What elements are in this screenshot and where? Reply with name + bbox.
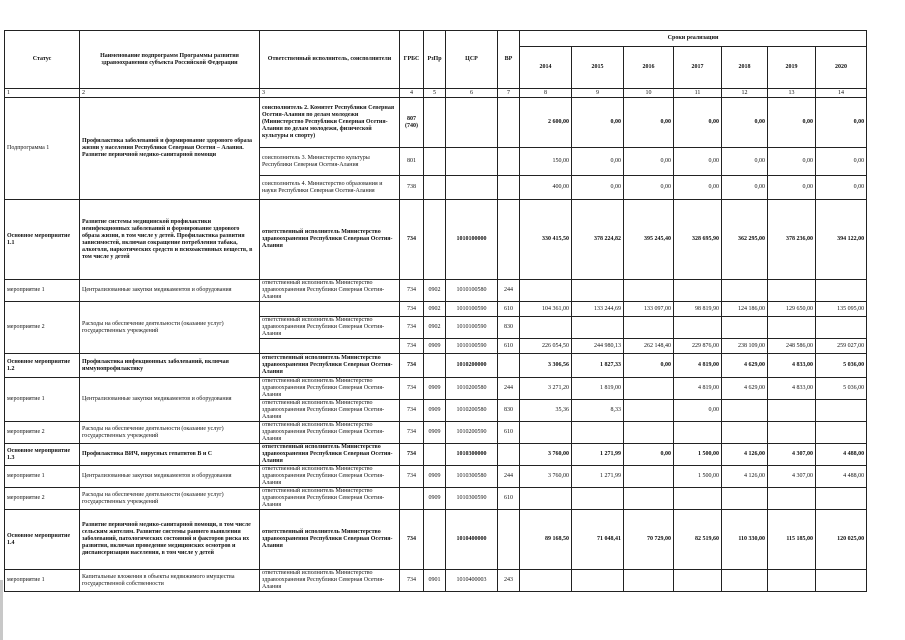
row-year-value: 0,00 xyxy=(722,98,768,148)
row-year-value: 395 245,40 xyxy=(624,200,674,280)
row-status: мероприятие 1 xyxy=(5,466,80,488)
row-grbs: 734 xyxy=(400,354,424,378)
row-year-value: 4 833,00 xyxy=(768,354,816,378)
row-executor: ответственный исполнитель Министерство здравоохранения Республики Северная Осетия-Алания xyxy=(260,317,400,339)
header-grbs: ГРБС xyxy=(400,31,424,89)
table-row xyxy=(5,354,867,378)
row-csr: 1010200000 xyxy=(446,354,498,378)
row-year-value xyxy=(624,488,674,510)
row-year-value: 1 819,00 xyxy=(572,378,624,400)
row-year-value xyxy=(816,488,867,510)
column-number: 7 xyxy=(498,89,520,98)
row-year-value xyxy=(722,570,768,592)
row-year-value: 4 126,00 xyxy=(722,444,768,466)
header-status: Статус xyxy=(5,31,80,89)
table-row xyxy=(5,280,867,302)
row-rzpr: 0909 xyxy=(424,400,446,422)
header-year: 2016 xyxy=(624,47,674,89)
row-year-value xyxy=(816,280,867,302)
row-year-value xyxy=(768,280,816,302)
row-year-value: 1 271,99 xyxy=(572,444,624,466)
row-year-value: 150,00 xyxy=(520,148,572,176)
row-year-value: 133 097,00 xyxy=(624,302,674,317)
row-rzpr xyxy=(424,354,446,378)
row-year-value: 0,00 xyxy=(816,98,867,148)
row-rzpr xyxy=(424,98,446,148)
row-year-value: 226 054,50 xyxy=(520,339,572,354)
header-year: 2018 xyxy=(722,47,768,89)
row-year-value xyxy=(520,422,572,444)
row-year-value xyxy=(674,317,722,339)
column-number: 13 xyxy=(768,89,816,98)
row-vr: 243 xyxy=(498,570,520,592)
row-year-value: 4 629,00 xyxy=(722,354,768,378)
column-number: 1 xyxy=(5,89,80,98)
row-year-value: 4 307,00 xyxy=(768,444,816,466)
row-vr: 610 xyxy=(498,422,520,444)
row-grbs: 734 xyxy=(400,466,424,488)
row-year-value xyxy=(624,280,674,302)
row-year-value: 3 271,20 xyxy=(520,378,572,400)
row-year-value: 0,00 xyxy=(674,176,722,200)
row-rzpr: 0909 xyxy=(424,422,446,444)
row-csr: 1010100580 xyxy=(446,280,498,302)
row-year-value: 110 330,00 xyxy=(722,510,768,570)
row-year-value xyxy=(768,317,816,339)
row-grbs: 734 xyxy=(400,302,424,317)
row-year-value: 4 833,00 xyxy=(768,378,816,400)
row-vr: 610 xyxy=(498,302,520,317)
column-number: 12 xyxy=(722,89,768,98)
row-year-value: 0,00 xyxy=(624,148,674,176)
row-status: Основное мероприятие 1.4 xyxy=(5,510,80,570)
row-year-value: 4 819,00 xyxy=(674,354,722,378)
table-row xyxy=(5,444,867,466)
row-year-value: 5 036,00 xyxy=(816,354,867,378)
row-vr xyxy=(498,148,520,176)
column-number: 14 xyxy=(816,89,867,98)
row-status: мероприятие 1 xyxy=(5,570,80,592)
row-executor: соисполнитель 4. Министерство образования и науки Республики Северная Осетия-Алания xyxy=(260,176,400,200)
row-grbs: 734 xyxy=(400,200,424,280)
row-year-value xyxy=(572,570,624,592)
header-program-name: Наименование подпрограмм Программы развития здравоохранения субъекта Российской Федерации xyxy=(80,31,260,89)
row-year-value xyxy=(816,570,867,592)
table-row xyxy=(5,570,867,592)
row-year-value xyxy=(816,317,867,339)
row-year-value: 5 036,00 xyxy=(816,378,867,400)
row-year-value: 4 126,00 xyxy=(722,466,768,488)
row-executor: ответственный исполнитель Министерство здравоохранения Республики Северная Осетия-Алания xyxy=(260,466,400,488)
row-executor: ответственный исполнитель Министерство здравоохранения Республики Северная Осетия-Алания xyxy=(260,488,400,510)
table-row xyxy=(5,98,867,148)
row-executor: ответственный исполнитель Министерство здравоохранения Республики Северная Осетия-Алания xyxy=(260,378,400,400)
row-year-value: 229 876,00 xyxy=(674,339,722,354)
row-status: мероприятие 2 xyxy=(5,302,80,354)
row-executor xyxy=(260,339,400,354)
row-vr xyxy=(498,354,520,378)
row-name: Профилактика заболеваний и формирование здорового образа жизни у населения Республики Северная Осетия – Алания. Развитие первичной медико-санитарной помощи xyxy=(80,98,260,200)
row-year-value xyxy=(572,280,624,302)
row-csr xyxy=(446,176,498,200)
row-rzpr: 0902 xyxy=(424,302,446,317)
row-year-value: 4 488,00 xyxy=(816,444,867,466)
row-year-value: 82 519,60 xyxy=(674,510,722,570)
row-year-value: 1 271,99 xyxy=(572,466,624,488)
budget-table xyxy=(4,30,867,592)
row-rzpr xyxy=(424,176,446,200)
row-rzpr xyxy=(424,444,446,466)
row-year-value: 248 586,00 xyxy=(768,339,816,354)
row-csr xyxy=(446,98,498,148)
row-year-value xyxy=(520,488,572,510)
row-year-value: 0,00 xyxy=(674,148,722,176)
row-year-value: 394 122,00 xyxy=(816,200,867,280)
row-grbs: 738 xyxy=(400,176,424,200)
row-year-value: 135 095,00 xyxy=(816,302,867,317)
row-year-value: 120 025,00 xyxy=(816,510,867,570)
row-year-value: 129 650,00 xyxy=(768,302,816,317)
row-vr xyxy=(498,98,520,148)
row-year-value xyxy=(520,317,572,339)
row-rzpr: 0901 xyxy=(424,570,446,592)
row-grbs: 734 xyxy=(400,570,424,592)
row-grbs xyxy=(400,488,424,510)
row-year-value: 1 500,00 xyxy=(674,466,722,488)
row-year-value: 115 185,00 xyxy=(768,510,816,570)
row-grbs: 734 xyxy=(400,400,424,422)
row-year-value: 328 695,90 xyxy=(674,200,722,280)
row-vr: 244 xyxy=(498,378,520,400)
row-year-value: 330 415,50 xyxy=(520,200,572,280)
row-rzpr: 0909 xyxy=(424,339,446,354)
row-year-value xyxy=(624,422,674,444)
row-executor: ответственный исполнитель Министерство здравоохранения Республики Северная Осетия-Алания xyxy=(260,200,400,280)
header-year: 2015 xyxy=(572,47,624,89)
row-rzpr: 0909 xyxy=(424,466,446,488)
row-year-value xyxy=(768,400,816,422)
budget-table-page xyxy=(4,30,867,592)
header-terms: Сроки реализации xyxy=(520,31,867,47)
row-year-value: 0,00 xyxy=(572,98,624,148)
row-year-value: 4 488,00 xyxy=(816,466,867,488)
row-executor: ответственный исполнитель Министерство здравоохранения Республики Северная Осетия-Алания xyxy=(260,510,400,570)
row-vr: 244 xyxy=(498,466,520,488)
row-year-value: 378 224,82 xyxy=(572,200,624,280)
row-year-value: 0,00 xyxy=(722,148,768,176)
header-year: 2019 xyxy=(768,47,816,89)
row-year-value: 262 148,40 xyxy=(624,339,674,354)
row-year-value xyxy=(722,317,768,339)
row-rzpr: 0902 xyxy=(424,317,446,339)
row-status: мероприятие 1 xyxy=(5,378,80,422)
scan-edge-mark xyxy=(0,580,3,640)
row-grbs: 801 xyxy=(400,148,424,176)
table-row xyxy=(5,302,867,317)
row-year-value xyxy=(768,488,816,510)
table-row xyxy=(5,422,867,444)
row-name: Расходы на обеспечение деятельности (оказание услуг) государственных учреждений xyxy=(80,488,260,510)
column-number: 4 xyxy=(400,89,424,98)
row-year-value: 1 827,33 xyxy=(572,354,624,378)
column-number: 9 xyxy=(572,89,624,98)
row-year-value: 4 819,00 xyxy=(674,378,722,400)
row-year-value xyxy=(674,488,722,510)
header-rzpr: РзПр xyxy=(424,31,446,89)
row-year-value: 3 306,56 xyxy=(520,354,572,378)
row-year-value: 0,00 xyxy=(674,98,722,148)
row-name: Централизованные закупки медикаментов и оборудования xyxy=(80,466,260,488)
row-year-value: 133 244,69 xyxy=(572,302,624,317)
row-rzpr: 0909 xyxy=(424,378,446,400)
row-status: мероприятие 1 xyxy=(5,280,80,302)
row-year-value xyxy=(624,466,674,488)
row-year-value: 0,00 xyxy=(624,354,674,378)
row-year-value xyxy=(624,400,674,422)
row-year-value xyxy=(722,400,768,422)
row-status: мероприятие 2 xyxy=(5,488,80,510)
row-year-value xyxy=(816,422,867,444)
row-year-value xyxy=(722,488,768,510)
row-name: Развитие системы медицинской профилактики неинфекционных заболеваний и формирование здорового образа жизни, в том числе у детей. Профилактика развития зависимостей, включая сокращение потребления табака, алкоголя, наркотических средств и психоактивных веществ, в том числе у детей xyxy=(80,200,260,280)
row-executor: ответственный исполнитель Министерство здравоохранения Республики Северная Осетия-Алания xyxy=(260,444,400,466)
row-year-value xyxy=(572,422,624,444)
column-number: 5 xyxy=(424,89,446,98)
row-year-value: 4 629,00 xyxy=(722,378,768,400)
row-grbs: 807 (740) xyxy=(400,98,424,148)
row-year-value xyxy=(520,280,572,302)
row-year-value: 124 186,00 xyxy=(722,302,768,317)
row-year-value: 0,00 xyxy=(722,176,768,200)
row-name: Централизованные закупки медикаментов и оборудования xyxy=(80,280,260,302)
row-grbs: 734 xyxy=(400,339,424,354)
row-year-value: 0,00 xyxy=(624,444,674,466)
row-executor: ответственный исполнитель Министерство здравоохранения Республики Северная Осетия-Алания xyxy=(260,570,400,592)
row-status: Основное мероприятие 1.2 xyxy=(5,354,80,378)
column-number: 8 xyxy=(520,89,572,98)
row-year-value xyxy=(624,378,674,400)
row-year-value: 1 500,00 xyxy=(674,444,722,466)
row-executor: ответственный исполнитель Министерство здравоохранения Республики Северная Осетия-Алания xyxy=(260,422,400,444)
row-year-value: 0,00 xyxy=(768,176,816,200)
row-year-value: 0,00 xyxy=(572,176,624,200)
row-year-value: 0,00 xyxy=(768,98,816,148)
row-csr: 1010300000 xyxy=(446,444,498,466)
row-year-value: 0,00 xyxy=(572,148,624,176)
row-name: Централизованные закупки медикаментов и оборудования xyxy=(80,378,260,422)
row-csr: 1010200580 xyxy=(446,378,498,400)
row-year-value: 98 819,90 xyxy=(674,302,722,317)
row-executor: ответственный исполнитель Министерство здравоохранения Республики Северная Осетия-Алания xyxy=(260,400,400,422)
row-year-value xyxy=(624,317,674,339)
row-year-value xyxy=(722,422,768,444)
table-row xyxy=(5,488,867,510)
row-year-value xyxy=(572,488,624,510)
row-grbs: 734 xyxy=(400,317,424,339)
row-year-value xyxy=(674,422,722,444)
row-name: Профилактика инфекционных заболеваний, включая иммунопрофилактику xyxy=(80,354,260,378)
row-year-value: 3 760,00 xyxy=(520,466,572,488)
row-grbs: 734 xyxy=(400,378,424,400)
row-grbs: 734 xyxy=(400,444,424,466)
row-year-value: 259 027,00 xyxy=(816,339,867,354)
row-name: Капитальные вложения в объекты недвижимого имущества государственной собственности xyxy=(80,570,260,592)
row-csr: 1010200590 xyxy=(446,422,498,444)
row-year-value: 104 361,00 xyxy=(520,302,572,317)
row-name: Развитие первичной медико-санитарной помощи, в том числе сельским жителям. Развитие системы раннего выявления заболеваний, патологических состояний и факторов риска их развития, включая проведение медицинских осмотров и диспансеризации населения, в том числе у детей xyxy=(80,510,260,570)
row-year-value: 378 236,00 xyxy=(768,200,816,280)
row-executor xyxy=(260,302,400,317)
row-grbs: 734 xyxy=(400,280,424,302)
row-year-value xyxy=(722,280,768,302)
row-year-value: 0,00 xyxy=(624,98,674,148)
header-vr: ВР xyxy=(498,31,520,89)
column-number: 2 xyxy=(80,89,260,98)
row-year-value: 244 980,13 xyxy=(572,339,624,354)
row-vr xyxy=(498,444,520,466)
row-year-value: 70 729,00 xyxy=(624,510,674,570)
row-executor: соисполнитель 2. Комитет Республики Северная Осетия-Алания по делам молодежи (Министерство Республики Северная Осетия-Алания по делам молодежи, физической культуры и спорту) xyxy=(260,98,400,148)
row-rzpr xyxy=(424,148,446,176)
row-csr: 1010300590 xyxy=(446,488,498,510)
row-csr: 1010400000 xyxy=(446,510,498,570)
row-rzpr xyxy=(424,510,446,570)
row-year-value: 0,00 xyxy=(816,148,867,176)
row-rzpr: 0909 xyxy=(424,488,446,510)
row-vr: 610 xyxy=(498,488,520,510)
row-year-value xyxy=(572,317,624,339)
column-number: 3 xyxy=(260,89,400,98)
table-row xyxy=(5,200,867,280)
row-csr: 1010100590 xyxy=(446,339,498,354)
header-year: 2014 xyxy=(520,47,572,89)
row-year-value: 238 109,00 xyxy=(722,339,768,354)
row-grbs: 734 xyxy=(400,422,424,444)
row-name: Профилактика ВИЧ, вирусных гепатитов В и С xyxy=(80,444,260,466)
row-year-value: 71 048,41 xyxy=(572,510,624,570)
header-year: 2017 xyxy=(674,47,722,89)
row-vr xyxy=(498,176,520,200)
row-executor: соисполнитель 3. Министерство культуры Республики Северная Осетия-Алания xyxy=(260,148,400,176)
row-year-value xyxy=(674,280,722,302)
row-vr: 830 xyxy=(498,400,520,422)
row-csr xyxy=(446,148,498,176)
row-vr xyxy=(498,200,520,280)
row-year-value: 35,36 xyxy=(520,400,572,422)
row-year-value: 3 760,00 xyxy=(520,444,572,466)
row-year-value: 4 307,00 xyxy=(768,466,816,488)
row-csr: 1010100000 xyxy=(446,200,498,280)
row-year-value: 89 168,50 xyxy=(520,510,572,570)
table-row xyxy=(5,378,867,400)
header-csr: ЦСР xyxy=(446,31,498,89)
row-year-value: 0,00 xyxy=(816,176,867,200)
row-year-value: 0,00 xyxy=(768,148,816,176)
row-year-value: 0,00 xyxy=(624,176,674,200)
row-csr: 1010200580 xyxy=(446,400,498,422)
row-name: Расходы на обеспечение деятельности (оказание услуг) государственных учреждений xyxy=(80,302,260,354)
row-year-value: 400,00 xyxy=(520,176,572,200)
table-row xyxy=(5,466,867,488)
row-year-value: 2 600,00 xyxy=(520,98,572,148)
row-rzpr xyxy=(424,200,446,280)
row-status: Основное мероприятие 1.1 xyxy=(5,200,80,280)
row-year-value: 8,33 xyxy=(572,400,624,422)
row-vr xyxy=(498,510,520,570)
column-number: 10 xyxy=(624,89,674,98)
row-rzpr: 0902 xyxy=(424,280,446,302)
row-vr: 610 xyxy=(498,339,520,354)
row-status: Основное мероприятие 1.3 xyxy=(5,444,80,466)
row-year-value xyxy=(520,570,572,592)
row-csr: 1010100590 xyxy=(446,302,498,317)
row-executor: ответственный исполнитель Министерство здравоохранения Республики Северная Осетия-Алания xyxy=(260,280,400,302)
row-csr: 1010300580 xyxy=(446,466,498,488)
row-year-value xyxy=(768,422,816,444)
row-year-value xyxy=(816,400,867,422)
row-year-value: 362 295,00 xyxy=(722,200,768,280)
row-vr: 244 xyxy=(498,280,520,302)
row-status: мероприятие 2 xyxy=(5,422,80,444)
table-row xyxy=(5,510,867,570)
header-year: 2020 xyxy=(816,47,867,89)
row-year-value: 0,00 xyxy=(674,400,722,422)
row-executor: ответственный исполнитель Министерство здравоохранения Республики Северная Осетия-Алания xyxy=(260,354,400,378)
row-year-value xyxy=(674,570,722,592)
header-executor: Ответственный исполнитель, соисполнители xyxy=(260,31,400,89)
row-grbs: 734 xyxy=(400,510,424,570)
row-csr: 1010100590 xyxy=(446,317,498,339)
column-number: 6 xyxy=(446,89,498,98)
row-name: Расходы на обеспечение деятельности (оказание услуг) государственных учреждений xyxy=(80,422,260,444)
row-vr: 830 xyxy=(498,317,520,339)
row-status: Подпрограмма 1 xyxy=(5,98,80,200)
row-year-value xyxy=(624,570,674,592)
column-number: 11 xyxy=(674,89,722,98)
row-csr: 1010400003 xyxy=(446,570,498,592)
row-year-value xyxy=(768,570,816,592)
